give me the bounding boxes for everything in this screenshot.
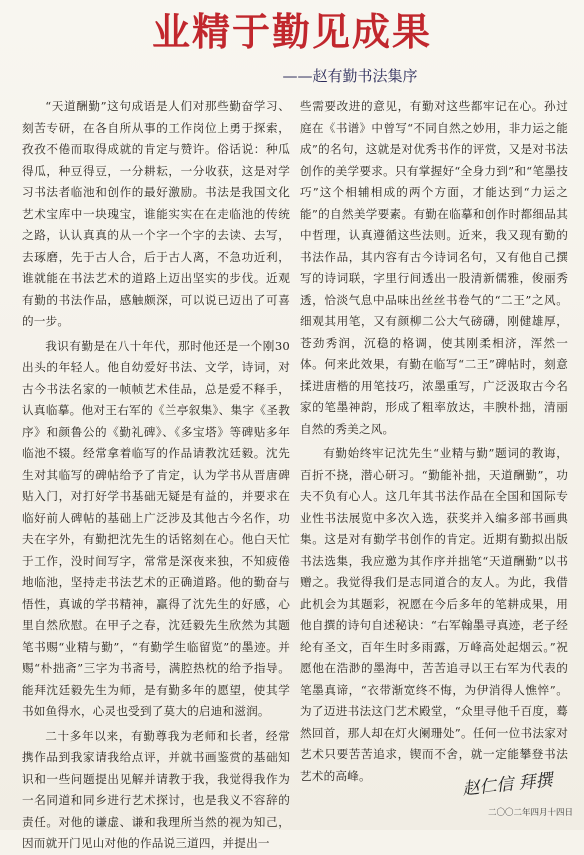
left-column	[22, 96, 290, 855]
paragraph-2: 我识有勤是在八十年代，那时他还是一个刚30出头的年轻人。他自幼爱好书法、文学，诗词，对古今书法名家的一帧帧艺术佳品，总是爱不释手，认真临摹。他对王右军的《兰亭叙集》、集字《圣教序》和颜鲁公的《勤礼碑》、《多宝塔》等碑贴多年临池不辍。经常拿着临写的作品请教沈廷毅。沈先生对其临写的碑帖给予了肯定，认为学书从晋唐碑贴入门，对打好学书基础无疑是有益的，并要求在临好前人碑帖的基础上广泛涉及其他古今名作，功夫在字外，有勤把沈先生的话铭刻在心。他白天忙于工作，没时间写字，常常是深夜来独，不知疲倦地临池，坚持走书法艺术的正确道路。他的勤奋与悟性，真诚的学书精神，赢得了沈先生的好感，心里自然欣慰。在甲子之春，沈廷毅先生欣然为其题笔书赐“业精与勤”，“有勤学生临留览”的墨迹。并赐“朴拙斋”三字为书斋号，满腔热枕的给予指导。能拜沈廷毅先生为师，是有勤多年的愿望，使其学书如鱼得水，心灵也受到了莫大的启迪和滋润。	[22, 338, 290, 718]
paragraph-3: 二十多年以来，有勤尊我为老师和长者，经常携作品到我家请我给点评，并就书画鉴赏的基础知识和一些问题提出见解并请教于我，我觉得我作为一名同道和同乡进行艺术探讨，也是我义不容辞的责任。对他的谦虚、谦和我理所当然的视为知己，因而就开门见山对他的作品说三道四，并提出一	[22, 728, 290, 850]
author-signature: 赵仁信 拜撰	[461, 770, 554, 800]
paragraph-3-continued: 些需要改进的意见，有勤对这些都牢记在心。孙过庭在《书谱》中曾写“不同自然之妙用，非力运之能成”的名句，这就是对优秀书作的评赏，又是对书法创作的美学要求。只有掌握好“全身力到”和“笔墨技巧”这个相辅相成的两个方面，才能达到“力运之能”的自然美学要素。有勤在临摹和创作时都细品其中哲理，认真遵循这些法则。近来，我又现有勤的书法作品，其内容有古今诗词名句，又有他自己撰写的诗词联，字里行间透出一股清新儒雅，俊丽秀透，恰淡气息中品味出丝丝书卷气的“二王”之风。细观其用笔，又有颜柳二公大气磅礴，刚健雄厚，苍劲秀润，沉稳的格调，使其刚柔相济，浑然一体。何来此效果，有勤在临写“二王”碑帖时，刻意揉进唐楷的用笔技巧，浓墨重写，广泛汲取古今名家的笔墨神韵，形成了粗率放达，丰腴朴拙，清丽自然的秀美之风。	[300, 99, 568, 436]
paragraph-1: “天道酬勤”这句成语是人们对那些勤奋学习、刻苦专研，在各自所从事的工作岗位上勇于探索，孜孜不倦而取得成就的肯定与赞许。俗话说：种瓜得瓜，种豆得豆，一分耕耘，一分收获，这是对学习书法者临池和创作的最好激励。书法是我国文化艺术宝库中一块瑰宝，谁能实实在在走临池的传统之路，认认真真的从一个字一个字的去读、去写，去琢磨，先于古人合，后于古人离，不急功近利，谁就能在书法艺术的道路上迈出坚实的步伐。近观有勤的书法作品，感触颇深，可以说已迈出了可喜的一步。	[22, 99, 290, 328]
paragraph-4: 有勤始终牢记沈先生“业精与勤”题词的教诲，百折不挠，潜心研习。“勤能补拙，天道酬勤”，功夫不负有心人。这几年其书法作品在全国和国际专业性书法展览中多次入选，获奖并入编多部书画典集。这是对有勤学书创作的肯定。近期有勤拟出版书法选集，我应邀为其作序并拙笔“天道酬勤”以书赠之。我觉得我们是志同道合的友人。为此，我借此机会为其题彩，祝愿在今后多年的笔耕成果，用他自撰的诗句自述秘诀：“右军翰墨寻真迹，老子经纶有圣文，百年生时多雨露，万峰高处起烟云。”祝愿他在浩渺的墨海中，苦苦追寻以王右军为代表的笔墨真谛，“衣带渐宽终不悔，为伊消得人憔悴”。为了迈进书法这门艺术殿堂，“众里寻他千百度，蓦然回首，那人却在灯火阑珊处”。任何一位书法家对艺术只要苦苦追求，锲而不舍，就一定能攀登书法艺术的高峰。	[300, 446, 568, 783]
page-title: 业精于勤见成果	[151, 10, 432, 54]
right-column	[300, 96, 568, 787]
page-subtitle: ——赵有勤书法集序	[282, 67, 418, 85]
signature-date: 二〇〇二年四月十四日	[488, 808, 574, 818]
